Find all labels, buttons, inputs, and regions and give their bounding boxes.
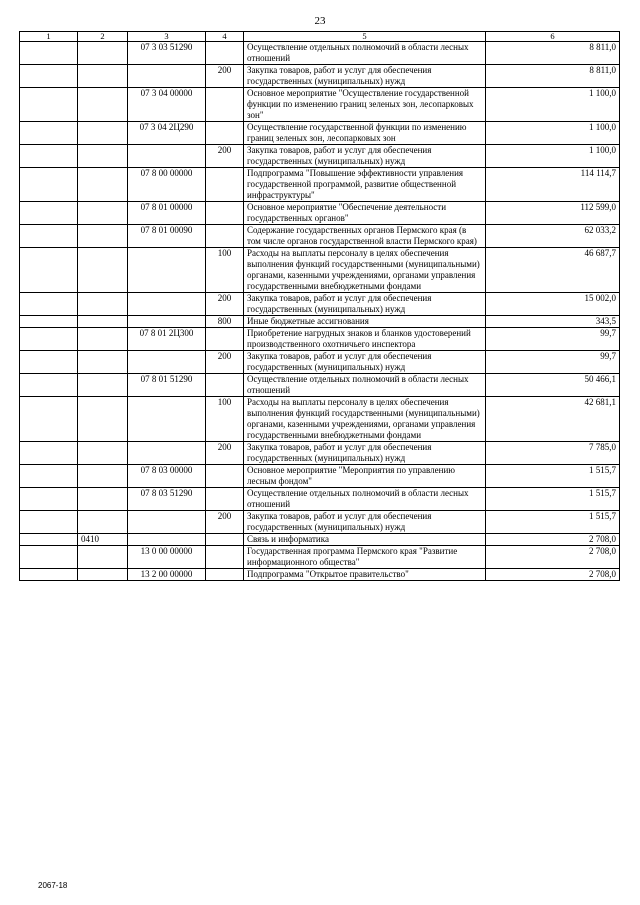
description-cell: Подпрограмма "Открытое правительство" (244, 569, 486, 581)
target-article-cell (128, 534, 206, 546)
subsection-cell (78, 465, 128, 488)
target-article-cell: 07 8 03 00000 (128, 465, 206, 488)
subsection-cell (78, 225, 128, 248)
target-article-cell: 07 3 03 51290 (128, 42, 206, 65)
expense-type-cell: 200 (206, 351, 244, 374)
column-header-3: 3 (128, 32, 206, 42)
expense-type-cell (206, 546, 244, 569)
amount-cell: 1 515,7 (486, 511, 620, 534)
subsection-cell (78, 248, 128, 293)
section-cell (20, 534, 78, 546)
description-cell: Осуществление отдельных полномочий в области лесных отношений (244, 374, 486, 397)
expense-type-cell: 200 (206, 293, 244, 316)
expense-type-cell: 200 (206, 511, 244, 534)
section-cell (20, 225, 78, 248)
table-row (20, 465, 620, 488)
section-cell (20, 328, 78, 351)
section-cell (20, 293, 78, 316)
section-cell (20, 488, 78, 511)
subsection-cell (78, 511, 128, 534)
target-article-cell: 07 8 01 00000 (128, 202, 206, 225)
amount-cell: 1 100,0 (486, 122, 620, 145)
document-code: 2067-18 (38, 881, 68, 890)
expense-type-cell: 200 (206, 145, 244, 168)
subsection-cell (78, 202, 128, 225)
target-article-cell (128, 145, 206, 168)
description-cell: Подпрограмма "Повышение эффективности управления государственной программой, развитие общественной инфраструктуры" (244, 168, 486, 202)
subsection-cell (78, 488, 128, 511)
target-article-cell (128, 511, 206, 534)
amount-cell: 1 515,7 (486, 488, 620, 511)
expense-type-cell (206, 168, 244, 202)
expense-type-cell: 800 (206, 316, 244, 328)
target-article-cell: 13 0 00 00000 (128, 546, 206, 569)
table-row (20, 511, 620, 534)
amount-cell: 46 687,7 (486, 248, 620, 293)
section-cell (20, 168, 78, 202)
subsection-cell (78, 42, 128, 65)
target-article-cell: 07 8 01 51290 (128, 374, 206, 397)
table-row (20, 65, 620, 88)
description-cell: Содержание государственных органов Пермского края (в том числе органов государственной власти Пермского края) (244, 225, 486, 248)
description-cell: Основное мероприятие "Мероприятия по управлению лесным фондом" (244, 465, 486, 488)
description-cell: Закупка товаров, работ и услуг для обеспечения государственных (муниципальных) нужд (244, 293, 486, 316)
amount-cell: 1 100,0 (486, 145, 620, 168)
column-header-1: 1 (20, 32, 78, 42)
section-cell (20, 374, 78, 397)
target-article-cell (128, 442, 206, 465)
amount-cell: 99,7 (486, 328, 620, 351)
table-body (20, 42, 620, 581)
expense-type-cell (206, 488, 244, 511)
amount-cell: 7 785,0 (486, 442, 620, 465)
description-cell: Закупка товаров, работ и услуг для обеспечения государственных (муниципальных) нужд (244, 351, 486, 374)
subsection-cell (78, 569, 128, 581)
subsection-cell (78, 293, 128, 316)
column-header-4: 4 (206, 32, 244, 42)
subsection-cell (78, 374, 128, 397)
subsection-cell (78, 168, 128, 202)
section-cell (20, 511, 78, 534)
expense-type-cell (206, 42, 244, 65)
table-row (20, 546, 620, 569)
expense-type-cell: 100 (206, 397, 244, 442)
table-row (20, 122, 620, 145)
amount-cell: 1 100,0 (486, 88, 620, 122)
table-row (20, 202, 620, 225)
expense-type-cell (206, 225, 244, 248)
expense-type-cell: 100 (206, 248, 244, 293)
section-cell (20, 42, 78, 65)
section-cell (20, 569, 78, 581)
table-row (20, 374, 620, 397)
description-cell: Приобретение нагрудных знаков и бланков удостоверений производственного охотничьего инспектора (244, 328, 486, 351)
table-row (20, 569, 620, 581)
expense-type-cell (206, 122, 244, 145)
subsection-cell (78, 397, 128, 442)
description-cell: Иные бюджетные ассигнования (244, 316, 486, 328)
subsection-cell (78, 328, 128, 351)
table-row (20, 225, 620, 248)
subsection-cell: 0410 (78, 534, 128, 546)
amount-cell: 2 708,0 (486, 534, 620, 546)
expense-type-cell: 200 (206, 442, 244, 465)
table-row (20, 88, 620, 122)
subsection-cell (78, 122, 128, 145)
description-cell: Осуществление государственной функции по изменению границ зеленых зон, лесопарковых зон (244, 122, 486, 145)
target-article-cell: 07 3 04 00000 (128, 88, 206, 122)
target-article-cell: 13 2 00 00000 (128, 569, 206, 581)
amount-cell: 50 466,1 (486, 374, 620, 397)
section-cell (20, 65, 78, 88)
description-cell: Осуществление отдельных полномочий в области лесных отношений (244, 488, 486, 511)
subsection-cell (78, 351, 128, 374)
section-cell (20, 546, 78, 569)
expense-type-cell (206, 202, 244, 225)
table-row (20, 168, 620, 202)
expense-type-cell (206, 328, 244, 351)
description-cell: Закупка товаров, работ и услуг для обеспечения государственных (муниципальных) нужд (244, 65, 486, 88)
target-article-cell (128, 351, 206, 374)
target-article-cell: 07 8 03 51290 (128, 488, 206, 511)
section-cell (20, 145, 78, 168)
amount-cell: 2 708,0 (486, 569, 620, 581)
subsection-cell (78, 145, 128, 168)
subsection-cell (78, 65, 128, 88)
target-article-cell: 07 3 04 2Ц290 (128, 122, 206, 145)
section-cell (20, 351, 78, 374)
table-row (20, 488, 620, 511)
table-row (20, 316, 620, 328)
target-article-cell (128, 316, 206, 328)
table-row (20, 145, 620, 168)
table-row (20, 442, 620, 465)
section-cell (20, 316, 78, 328)
column-header-6: 6 (486, 32, 620, 42)
amount-cell: 1 515,7 (486, 465, 620, 488)
table-row (20, 42, 620, 65)
section-cell (20, 202, 78, 225)
header-row (20, 32, 620, 42)
amount-cell: 343,5 (486, 316, 620, 328)
expense-type-cell (206, 374, 244, 397)
table-row (20, 534, 620, 546)
amount-cell: 99,7 (486, 351, 620, 374)
amount-cell: 42 681,1 (486, 397, 620, 442)
amount-cell: 15 002,0 (486, 293, 620, 316)
description-cell: Закупка товаров, работ и услуг для обеспечения государственных (муниципальных) нужд (244, 442, 486, 465)
table-row (20, 328, 620, 351)
target-article-cell: 07 8 00 00000 (128, 168, 206, 202)
amount-cell: 62 033,2 (486, 225, 620, 248)
description-cell: Закупка товаров, работ и услуг для обеспечения государственных (муниципальных) нужд (244, 145, 486, 168)
amount-cell: 8 811,0 (486, 65, 620, 88)
table-row (20, 397, 620, 442)
amount-cell: 2 708,0 (486, 546, 620, 569)
section-cell (20, 248, 78, 293)
table-row (20, 351, 620, 374)
description-cell: Расходы на выплаты персоналу в целях обеспечения выполнения функций государственными (муниципальными) органами, казенными учреждениями, органами управления государственными внебюджетными фондами (244, 397, 486, 442)
section-cell (20, 88, 78, 122)
subsection-cell (78, 546, 128, 569)
subsection-cell (78, 316, 128, 328)
budget-table (19, 31, 620, 581)
target-article-cell: 07 8 01 00090 (128, 225, 206, 248)
target-article-cell (128, 397, 206, 442)
page-number: 23 (314, 15, 326, 27)
description-cell: Основное мероприятие "Обеспечение деятельности государственных органов" (244, 202, 486, 225)
amount-cell: 112 599,0 (486, 202, 620, 225)
amount-cell: 8 811,0 (486, 42, 620, 65)
target-article-cell (128, 65, 206, 88)
description-cell: Связь и информатика (244, 534, 486, 546)
target-article-cell (128, 293, 206, 316)
subsection-cell (78, 88, 128, 122)
section-cell (20, 122, 78, 145)
expense-type-cell (206, 88, 244, 122)
column-header-2: 2 (78, 32, 128, 42)
column-header-5: 5 (244, 32, 486, 42)
section-cell (20, 397, 78, 442)
expense-type-cell (206, 534, 244, 546)
expense-type-cell (206, 465, 244, 488)
description-cell: Закупка товаров, работ и услуг для обеспечения государственных (муниципальных) нужд (244, 511, 486, 534)
description-cell: Расходы на выплаты персоналу в целях обеспечения выполнения функций государственными (муниципальными) органами, казенными учреждениями, органами управления государственными внебюджетными фондами (244, 248, 486, 293)
description-cell: Осуществление отдельных полномочий в области лесных отношений (244, 42, 486, 65)
table-row (20, 293, 620, 316)
target-article-cell (128, 248, 206, 293)
description-cell: Государственная программа Пермского края "Развитие информационного общества" (244, 546, 486, 569)
target-article-cell: 07 8 01 2Ц300 (128, 328, 206, 351)
amount-cell: 114 114,7 (486, 168, 620, 202)
section-cell (20, 465, 78, 488)
expense-type-cell (206, 569, 244, 581)
table-row (20, 248, 620, 293)
expense-type-cell: 200 (206, 65, 244, 88)
subsection-cell (78, 442, 128, 465)
description-cell: Основное мероприятие "Осуществление государственной функции по изменению границ зеленых зон, лесопарковых зон" (244, 88, 486, 122)
section-cell (20, 442, 78, 465)
